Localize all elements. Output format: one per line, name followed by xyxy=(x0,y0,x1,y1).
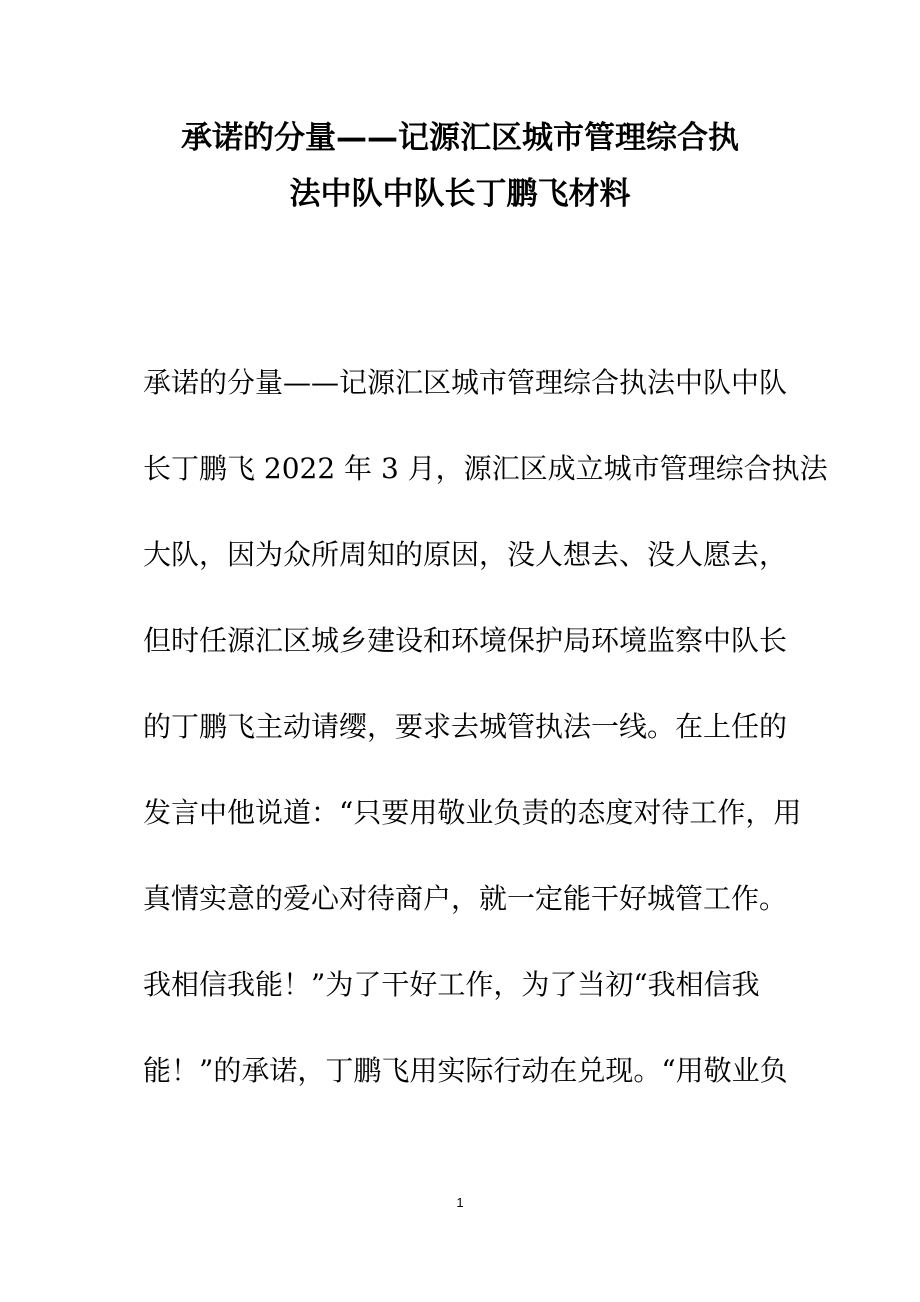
body-line: 我相信我能！”为了干好工作，为了当初“我相信我 xyxy=(143,968,760,1001)
body-line: 能！”的承诺，丁鹏飞用实际行动在兑现。“用敬业负 xyxy=(143,1054,788,1087)
body-line: 承诺的分量——记源汇区城市管理综合执法中队中队 xyxy=(143,366,788,399)
body-line: 大队，因为众所周知的原因，没人想去、没人愿去， xyxy=(143,538,788,571)
body-line: 的丁鹏飞主动请缨，要求去城管执法一线。在上任的 xyxy=(143,710,788,743)
document-body xyxy=(143,340,828,1114)
body-line: 真情实意的爱心对待商户，就一定能干好城管工作。 xyxy=(143,882,788,915)
title-line-1: 承诺的分量——记源汇区城市管理综合执 xyxy=(181,120,739,156)
body-line: 但时任源汇区城乡建设和环境保护局环境监察中队长 xyxy=(143,624,788,657)
document-title xyxy=(110,110,810,222)
body-line: 长丁鹏飞 2022 年 3 月，源汇区成立城市管理综合执法 xyxy=(143,452,828,485)
body-line: 发言中他说道：“只要用敬业负责的态度对待工作，用 xyxy=(143,796,802,829)
page-number: 1 xyxy=(456,1195,464,1210)
title-line-2: 法中队中队长丁鹏飞材料 xyxy=(289,176,631,212)
